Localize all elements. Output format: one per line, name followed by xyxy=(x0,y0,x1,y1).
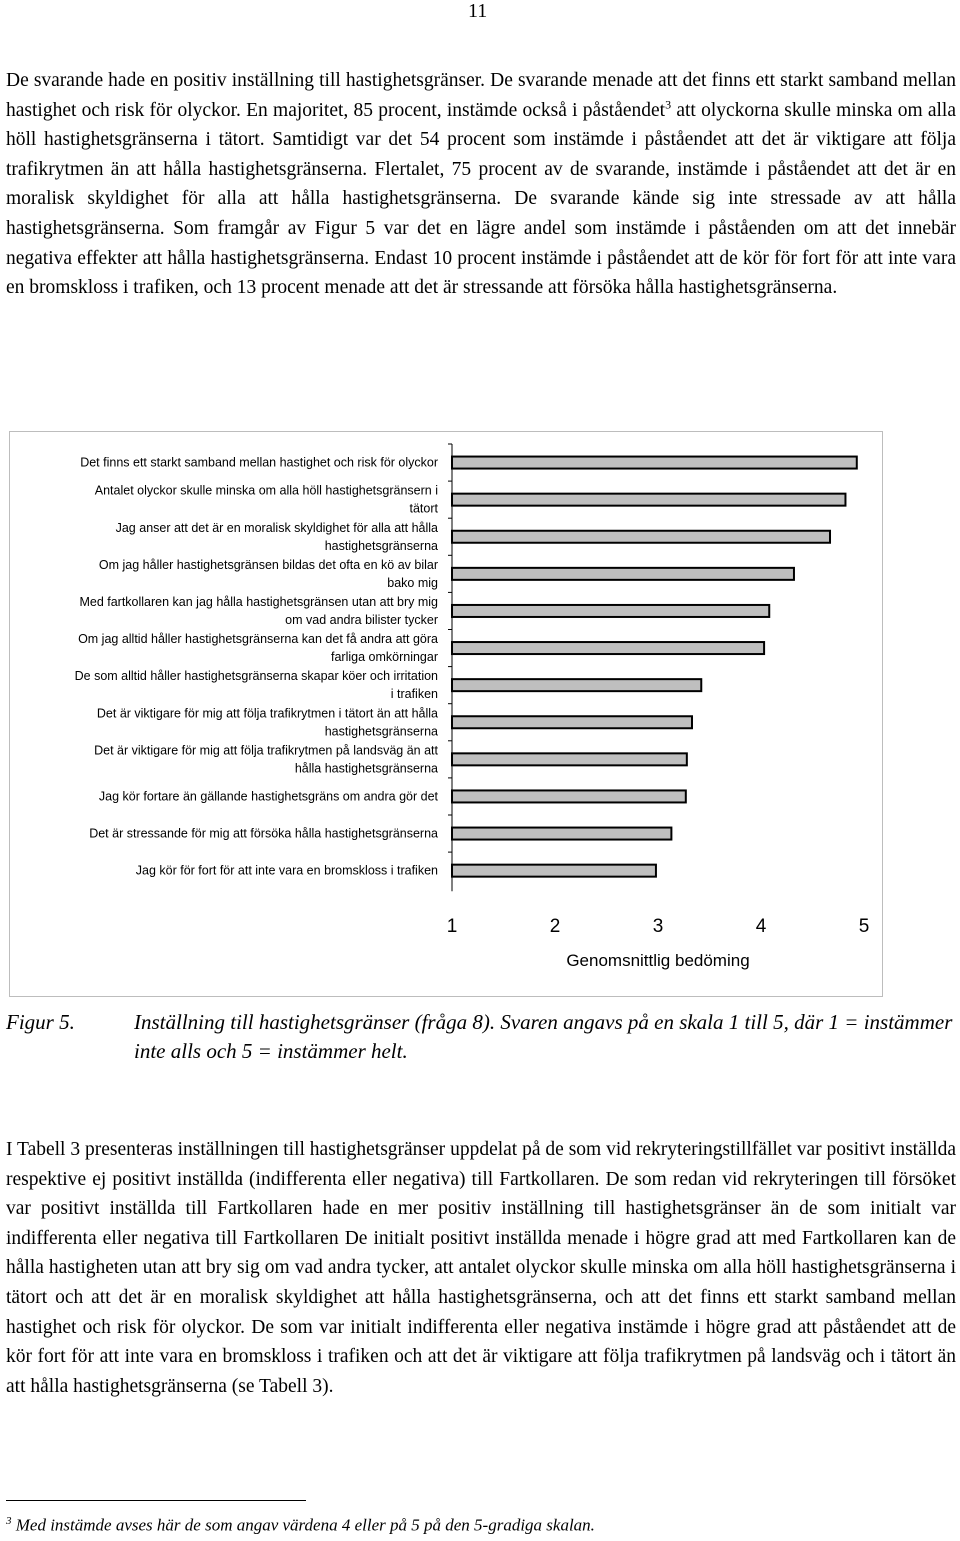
bar-8 xyxy=(452,716,692,728)
category-label-1: Det finns ett starkt samband mellan hastighet och risk för olyckor xyxy=(80,455,438,470)
bar-10 xyxy=(452,790,686,802)
footnote-number: 3 xyxy=(6,1515,12,1527)
x-tick-label: 2 xyxy=(549,916,561,937)
x-tick-label: 4 xyxy=(755,916,767,937)
page-number: 11 xyxy=(468,0,488,22)
body-paragraph-1 xyxy=(6,66,956,303)
category-label-3: Jag anser att det är en moralisk skyldighet för alla att hålla hastighetsgränserna xyxy=(115,520,438,553)
bar-11 xyxy=(452,828,671,840)
paragraph-text-continued: att olyckorna skulle minska om alla höll hastighetsgränserna i tätort. Samtidigt var det 54 procent som instämde i påståendet att det är viktigare att följa trafikrytmen än att hålla hastighetsgränserna. Flertalet, 75 procent av de svarande, instämde i påståendet att det är en moralisk skyldighet för alla att hålla hastighetsgränserna. De svarande kände sig inte stressade av att hålla hastighetsgränserna. Som framgår av Figur 5 var det en lägre andel som instämde i påståenden om att det innebär negativa effekter att hålla hastighetsgränserna. Endast 10 procent instämde i påståendet att de kör för fort för att inte vara en bromskloss i trafiken, och 13 procent menade att det är stressande att försöka hålla hastighetsgränserna. xyxy=(6,99,956,299)
bar-12 xyxy=(452,865,656,877)
category-label-7: De som alltid håller hastighetsgränserna skapar köer och irritation i trafiken xyxy=(74,669,438,702)
body-paragraph-2: I Tabell 3 presenteras inställningen till hastighetsgränser uppdelat på de som vid rekryteringstillfället var positivt inställda respektive ej positivt inställda (indifferenta eller negativa) till Fartkollaren. De som redan vid rekryteringen till försöket var positivt inställda till Fartkollaren hade en mer positiv inställning till hastighetsgränser än de som initialt var indifferenta eller negativa till Fartkollaren De initialt positivt inställda menade i högre grad att med Fartkollaren kan de hålla hastigheten utan att bry sig om vad andra tycker, att antalet olyckor skulle minska om alla höll hastighetsgränserna i tätort och att det är en moralisk skyldighet att hålla hastighetsgränserna, och att det finns ett starkt samband mellan hastighet och risk för olyckor. De som var initialt indifferenta eller negativa instämde i högre grad att påståendet att de kör fort för att inte vara en bromskloss i trafiken och att det är viktigare att följa trafikrytmen på landsväg och i tätort än att hålla hastighetsgränserna (se Tabell 3). xyxy=(6,1139,956,1397)
category-label-2: Antalet olyckor skulle minska om alla höll hastighetsgränsern i tätort xyxy=(94,483,438,516)
category-label-5: Med fartkollaren kan jag hålla hastighetsgränsen utan att bry mig om vad andra bilister tycker xyxy=(79,594,438,627)
footnote-text: Med instämde avses här de som angav värdena 4 eller på 5 på den 5-gradiga skalan. xyxy=(11,1515,595,1535)
bar-4 xyxy=(452,568,794,580)
caption-text: Inställning till hastighetsgränser (fråga 8). Svaren angavs på en skala 1 till 5, där 1 = instämmer inte alls och 5 = instämmer helt. xyxy=(134,1010,953,1063)
x-tick-label: 1 xyxy=(446,916,458,937)
bar-1 xyxy=(452,457,857,469)
category-label-4: Om jag håller hastighetsgränsen bildas det ofta en kö av bilar bako mig xyxy=(98,557,438,590)
x-axis-title: Genomsnittlig bedöming xyxy=(566,951,750,970)
bar-chart xyxy=(10,432,882,996)
caption-label: Figur 5. xyxy=(6,1010,75,1034)
bar-2 xyxy=(452,494,845,506)
bar-6 xyxy=(452,642,764,654)
category-label-12: Jag kör för fort för att inte vara en bromskloss i trafiken xyxy=(135,863,438,878)
bar-5 xyxy=(452,605,769,617)
x-tick-label: 5 xyxy=(858,916,870,937)
footnote-reference: 3 xyxy=(665,97,672,112)
bar-3 xyxy=(452,531,830,543)
figure-5-chart xyxy=(9,431,883,997)
category-label-6: Om jag alltid håller hastighetsgränserna kan det få andra att göra farliga omkörningar xyxy=(78,632,438,665)
x-tick-label: 3 xyxy=(652,916,664,937)
category-label-9: Det är viktigare för mig att följa trafikrytmen på landsväg än att hålla hastighetsgränserna xyxy=(94,743,438,776)
category-label-10: Jag kör fortare än gällande hastighetsgräns om andra gör det xyxy=(98,789,438,804)
category-label-8: Det är viktigare för mig att följa trafikrytmen i tätort än att hålla hastighetsgränserna xyxy=(96,706,438,739)
category-label-11: Det är stressande för mig att försöka hålla hastighetsgränserna xyxy=(89,826,438,841)
paragraph-text: De svarande hade en positiv inställning till hastighetsgränser. De svarande menade att det finns ett starkt samband mellan hastighet och risk för olyckor. En majoritet, 85 procent, instämde också i påståendet xyxy=(6,70,956,121)
footnote xyxy=(6,1515,595,1536)
bar-7 xyxy=(452,679,701,691)
footnote-divider xyxy=(6,1500,306,1501)
bar-9 xyxy=(452,753,687,765)
